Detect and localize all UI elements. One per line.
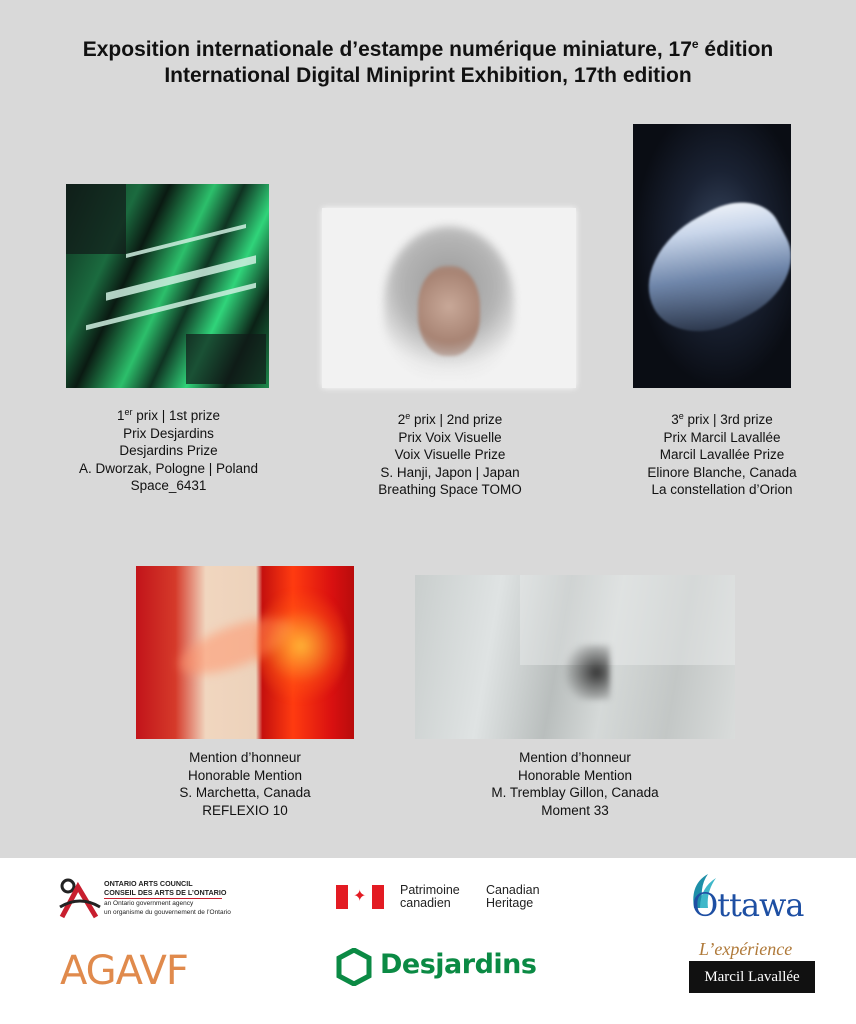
- title-english: International Digital Miniprint Exhibition, 17th edition: [164, 64, 692, 87]
- artwork-mention-one: [136, 566, 354, 739]
- ottawa-logo: Ottawa: [686, 870, 816, 922]
- canada-flag-icon: ✦: [336, 885, 384, 909]
- caption-mention-one: Mention d’honneur Honorable Mention S. Marchetta, Canada REFLEXIO 10: [179, 750, 311, 818]
- ontario-arts-council-logo: ONTARIO ARTS COUNCIL CONSEIL DES ARTS DE L’ONTARIO an Ontario government agency un organisme du gouvernement de l’Ontario: [58, 877, 238, 923]
- oac-emblem-icon: [58, 877, 102, 919]
- artwork-first-prize: [66, 184, 269, 388]
- title-french: Exposition internationale d’estampe numérique miniature, 17e édition: [82, 37, 774, 61]
- caption-second-prize: 2e prix | 2nd prize Prix Voix Visuelle Voix Visuelle Prize S. Hanji, Japon | Japan Breathing Space TOMO: [378, 411, 522, 498]
- caption-mention-two: Mention d’honneur Honorable Mention M. Tremblay Gillon, Canada Moment 33: [491, 750, 659, 818]
- artwork-third-prize: [633, 124, 791, 388]
- desjardins-hexagon-icon: [336, 948, 372, 986]
- desjardins-logo: Desjardins: [336, 946, 536, 990]
- caption-third-prize: 3e prix | 3rd prize Prix Marcil Lavallée Marcil Lavallée Prize Elinore Blanche, Canada La constellation d’Orion: [647, 411, 797, 498]
- caption-first-prize: 1er prix | 1st prize Prix Desjardins Desjardins Prize A. Dworzak, Pologne | Poland Space_6431: [78, 407, 259, 494]
- marcil-lavallee-logo: L’expérience Marcil Lavallée: [689, 939, 815, 997]
- artwork-second-prize: [322, 208, 576, 388]
- canadian-heritage-logo: ✦ Patrimoine canadien Canadian Heritage: [336, 884, 566, 910]
- agavf-logo: AGAVF: [60, 948, 188, 994]
- artwork-mention-two: [415, 575, 735, 739]
